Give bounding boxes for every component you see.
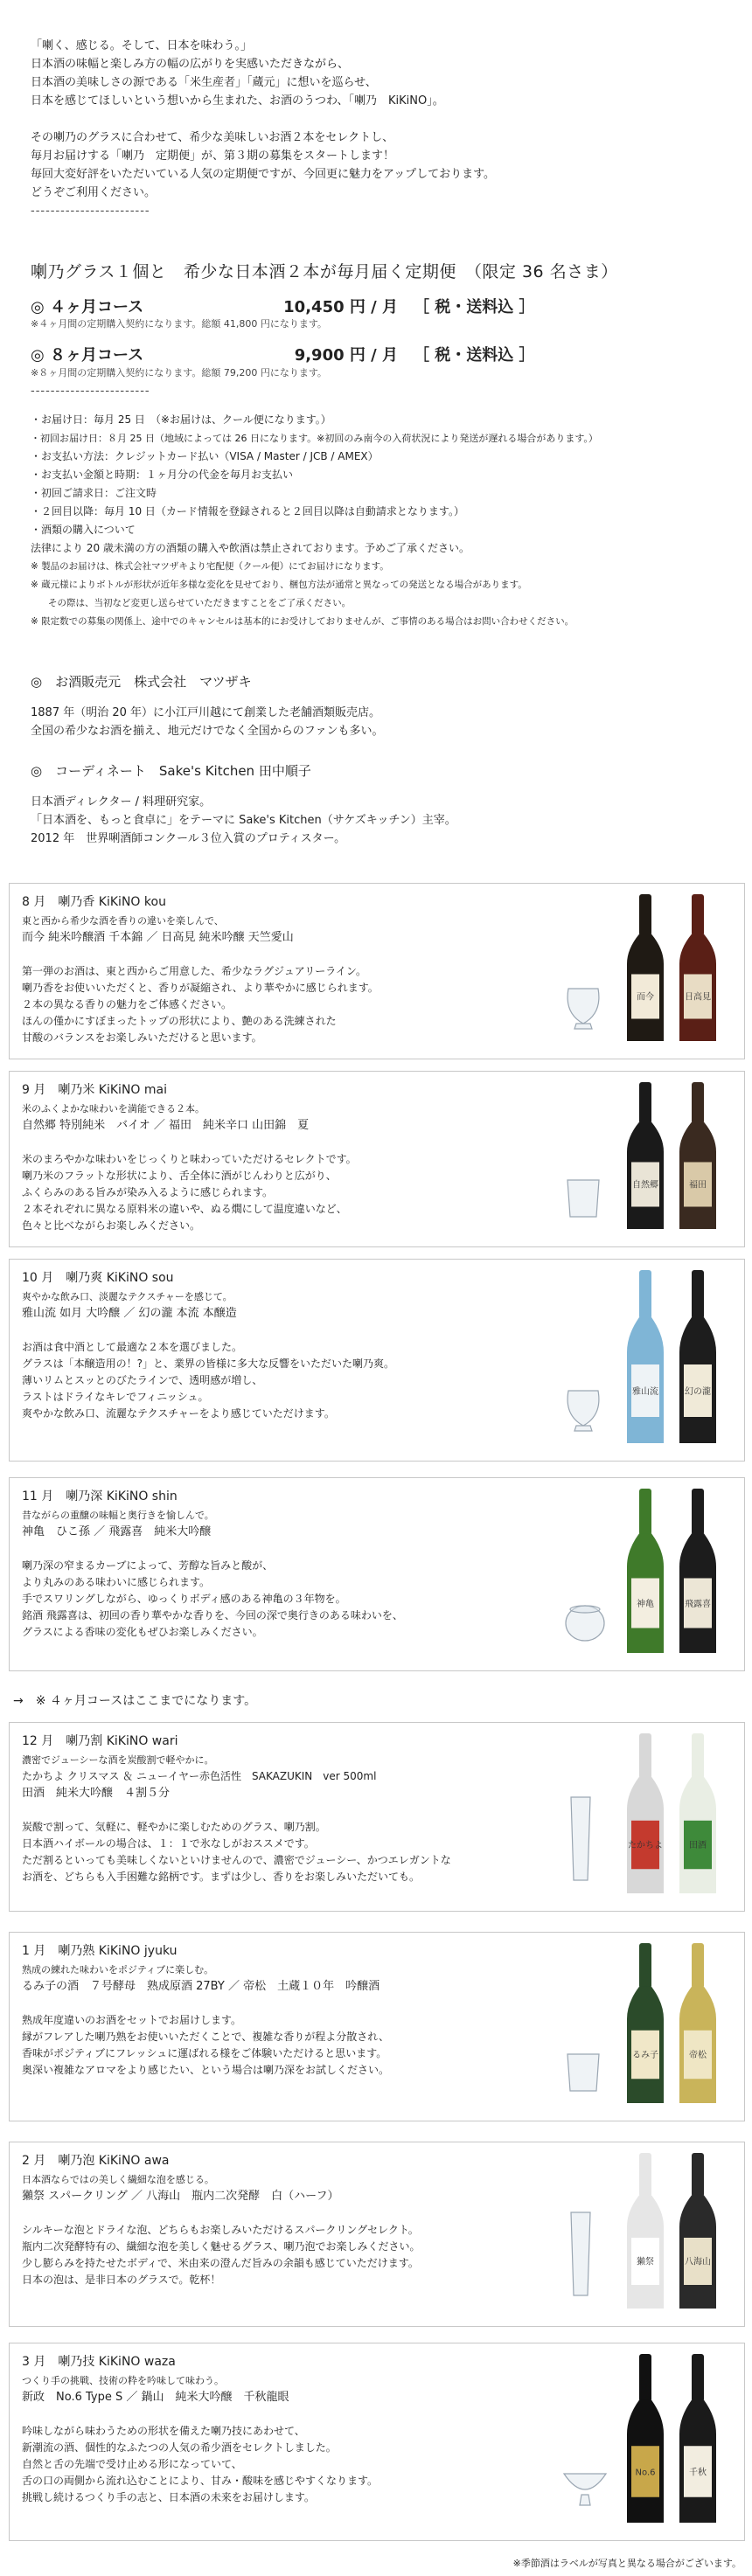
description-line: ラストはドライなキレでフィニッシュ。 xyxy=(22,1391,209,1403)
sake-bottle-icon xyxy=(627,894,664,1041)
description-line: 挑戦し続けるつくり手の志と、日本酒の未来をお届けします。 xyxy=(22,2491,315,2503)
sake-bottle-icon xyxy=(679,1270,716,1443)
month-subtitle: 日本酒ならではの美しく繊細な泡を感じる。 xyxy=(22,2174,214,2185)
month-card xyxy=(9,1071,745,1247)
description-line: 日本の泡は、是非日本のグラスで。乾杯！ xyxy=(22,2274,221,2286)
info-note: その際は、当初など変更し送らせていただきますことをご了承ください。 xyxy=(48,598,352,608)
course-tax: ［ 税・送料込 ］ xyxy=(414,298,535,316)
sake-bottle-icon xyxy=(627,1082,664,1229)
description-line: 熟成年度違いのお酒をセットでお届けします。 xyxy=(22,2014,242,2026)
product-photo xyxy=(557,1080,732,1238)
description-line: 薄いリムとスッとのびたラインで、透明感が増し、 xyxy=(22,1374,263,1386)
month-sake: るみ子の酒 ７号酵母 熟成原酒 27BY ／ 帝松 土蔵１０年 吟醸酒 xyxy=(22,1980,380,1993)
description-line: 縁がフレアした喇乃熟をお使いいただくことで、複雑な香りが程よ分散され、 xyxy=(22,2031,390,2043)
bottle-label: 雅山流 xyxy=(632,1387,658,1397)
month-subtitle: 東と西から希少な酒を香りの違いを楽しんで、 xyxy=(22,915,224,927)
month-description xyxy=(22,963,564,1046)
info-note: ※ 限定数での募集の関係上、途中でのキャンセルは基本的にお受けしておりませんが、ご事情のある場合はお問い合わせください。 xyxy=(31,616,574,627)
sake-bottle-icon xyxy=(627,2153,664,2309)
description-line: グラスは「本醸造用の！?」と、業界の皆様に多大な反響をいただいた喇乃爽。 xyxy=(22,1357,395,1370)
bottle-label: No.6 xyxy=(635,2468,656,2478)
intro-line: 毎回大変好評をいただいている人気の定期便ですが、今回更に魅力をアップしております。 xyxy=(31,168,496,181)
bottle-label: 帝松 xyxy=(689,2051,707,2061)
info-note: ※ 蔵元様によりボトルが形状が近年多様な変化を見せており、梱包方法が通常と異なっての発送となる場合があります。 xyxy=(31,580,527,590)
bottle-label: 而今 xyxy=(637,992,654,1003)
month-sake: 自然郷 特別純米 バイオ ／ 福田 純米辛口 山田錦 夏 xyxy=(22,1119,310,1132)
coordinator-info xyxy=(31,762,730,848)
description-line: 瓶内二次発酵特有の、繊細な泡を美しく魅せるグラス、喇乃泡でお楽しみください。 xyxy=(22,2240,421,2253)
description-line: グラスによる香味の変化もぜひお楽しみください。 xyxy=(22,1626,263,1638)
description-line: ２本の異なる香りの魅力をご体感ください。 xyxy=(22,998,233,1010)
coordinator-line: 日本酒ディレクター / 料理研究家。 xyxy=(31,795,212,809)
month-title: 11 月 喇乃深 KiKiNO shin xyxy=(22,1489,178,1503)
intro-text xyxy=(31,37,730,220)
month-description xyxy=(22,2012,564,2079)
glass-icon xyxy=(567,2054,599,2091)
description-line: より丸みのある味わいに感じられます。 xyxy=(22,1576,211,1588)
description-line: お酒は食中酒として最適な２本を選びました。 xyxy=(22,1341,243,1353)
month-card xyxy=(9,1932,745,2121)
intro-line: 日本を感じてほしいという想いから生まれた、お酒のうつわ、「喇乃 KiKiNO」。 xyxy=(31,94,444,108)
course-note: ※８ヶ月間の定期購入契約になります。総額 79,200 円になります。 xyxy=(31,367,327,378)
seller-line: 全国の希少なお酒を揃え、地元だけでなく全国からのファンも多い。 xyxy=(31,725,384,738)
intro-line: 「喇く、感じる。そして、日本を味わう。」 xyxy=(31,39,252,52)
course-name: ◎ ４ヶ月コース xyxy=(31,298,144,316)
bottle-label: 神亀 xyxy=(637,1599,654,1609)
order-info xyxy=(31,411,730,631)
description-line: 甘酸のバランスをお楽しみいただけると思います。 xyxy=(22,1031,262,1044)
product-photo xyxy=(557,2352,732,2531)
month-title: 9 月 喇乃米 KiKiNO mai xyxy=(22,1083,167,1097)
description-line: 自然と舌の先端で受け止める形になっていて、 xyxy=(22,2458,242,2470)
seller-heading: ◎ お酒販売元 株式会社 マツザキ xyxy=(31,674,252,690)
description-line: 少し膨らみを持たせたボディで、米由来の澄んだ旨みの余韻も感じていただけます。 xyxy=(22,2257,419,2269)
sake-bottle-icon xyxy=(679,894,716,1041)
month-card-text xyxy=(22,1270,564,1422)
description-line: ふくらみのある旨みが染み入るように感じられます。 xyxy=(22,1186,274,1198)
divider-rule: ------------------------ xyxy=(31,205,150,218)
seller-info xyxy=(31,673,730,740)
glass-icon xyxy=(567,1391,599,1431)
month-card xyxy=(9,2142,745,2327)
description-line: 米のまろやかな味わいをじっくりと味わっていただけるセレクトです。 xyxy=(22,1153,357,1165)
course-end-note: → ※ ４ヶ月コースはここまでになります。 xyxy=(13,1694,257,1708)
intro-line: 日本酒の美味しさの源である「米生産者」「蔵元」に想いを巡らせ、 xyxy=(31,76,377,89)
bottle-label: 千秋 xyxy=(689,2468,707,2478)
coordinator-line: 「日本酒を、もっと食卓に」をテーマに Sake's Kitchen（サケズキッチン）主宰。 xyxy=(31,814,456,827)
intro-line: 日本酒の味幅と楽しみ方の幅の広がりを実感いただきながら、 xyxy=(31,58,350,71)
main-title: 喇乃グラス１個と 希少な日本酒２本が毎月届く定期便 （限定 36 名さま） xyxy=(31,262,618,281)
description-line: 喇乃米のフラットな形状により、舌全体に酒がじんわりと広がり、 xyxy=(22,1170,337,1182)
description-line: 奥深い複雑なアロマをより感じたい、という場合は喇乃深をお試しください。 xyxy=(22,2064,390,2076)
course-price: 10,450 円 / 月 xyxy=(283,298,398,316)
coordinator-line: 2012 年 世界唎酒師コンクール３位入賞のプロティスター。 xyxy=(31,832,346,845)
month-card xyxy=(9,1477,745,1671)
bottle-label: 獺祭 xyxy=(637,2257,654,2267)
month-card xyxy=(9,883,745,1059)
glass-icon xyxy=(564,2474,606,2505)
month-card-text xyxy=(22,2153,564,2288)
description-line: シルキーな泡とドライな泡、どちらもお楽しみいただけるスパークリングセレクト。 xyxy=(22,2224,419,2236)
bottle-label: 日高見 xyxy=(685,992,711,1003)
month-card-text xyxy=(22,1943,564,2079)
month-subtitle: 昔ながらの重醸の味幅と奥行きを愉しんで。 xyxy=(22,1510,214,1521)
sake-bottle-icon xyxy=(679,1733,716,1893)
info-line: 法律により 20 歳未満の方の酒類の購入や飲酒は禁止されております。予めご了承ください。 xyxy=(31,542,470,554)
bottle-label: 飛露喜 xyxy=(685,1599,711,1609)
product-photo xyxy=(557,892,732,1050)
sake-bottle-icon xyxy=(627,1733,664,1893)
month-card xyxy=(9,2343,745,2541)
description-line: ２本それぞれに異なる原料米の違いや、ぬる燗にして温度違いなど、 xyxy=(22,1203,347,1215)
month-description xyxy=(22,2222,564,2288)
info-line: ・２回目以降：毎月 10 日（カード情報を登録されると２回目以降は自動請求となります。） xyxy=(31,505,464,517)
sake-bottle-icon xyxy=(627,1489,664,1653)
sake-bottle-icon xyxy=(679,2354,716,2523)
month-sake: 獺祭 スパークリング ／ 八海山 瓶内二次発酵 白（ハーフ） xyxy=(22,2190,339,2203)
course-price: 9,900 円 / 月 xyxy=(294,346,398,365)
month-card-text xyxy=(22,1082,564,1234)
month-description xyxy=(22,1151,564,1234)
month-sake: たかちよ クリスマス ＆ ニューイヤー赤色活性 SAKAZUKIN ver 500ml xyxy=(22,1770,377,1782)
description-line: 喇乃深の窄まるカーブによって、芳醇な旨みと酸が、 xyxy=(22,1559,274,1572)
month-sake: 新政 No.6 Type S ／ 鍋山 純米大吟醸 千秋龍眼 xyxy=(22,2391,289,2404)
description-line: 手でスワリングしながら、ゆっくりボディ感のある神亀の３年物を。 xyxy=(22,1593,346,1605)
sake-bottle-icon xyxy=(627,1943,664,2103)
info-line: ・お支払い方法：クレジットカード払い（VISA / Master / JCB / AMEX） xyxy=(31,450,379,462)
month-sake: 田酒 純米大吟醸 ４割５分 xyxy=(22,1787,171,1800)
month-subtitle: 米のふくよかな味わいを満能できる２本。 xyxy=(22,1103,205,1114)
glass-icon xyxy=(567,989,599,1029)
description-line: 香味がポジティブにフレッシュに運ばれる様をご体験いただけると思います。 xyxy=(22,2047,387,2059)
month-title: 2 月 喇乃泡 KiKiNO awa xyxy=(22,2154,170,2168)
description-line: お酒を、どちらも入手困難な銘柄です。まずは少し、香りをお楽しみいただいても。 xyxy=(22,1871,421,1883)
info-line: ・お届け日：毎月 25 日 （※お届けは、クール便になります。） xyxy=(31,413,331,426)
bottle-label: 幻の瀧 xyxy=(685,1387,711,1397)
month-card-text xyxy=(22,894,564,1046)
product-photo xyxy=(557,1487,732,1662)
month-description xyxy=(22,1558,564,1641)
month-sake: 而今 純米吟醸酒 千本錦 ／ 日高見 純米吟醸 天竺愛山 xyxy=(22,931,294,944)
product-photo xyxy=(557,1941,732,2112)
month-subtitle: 濃密でジューシーな酒を炭酸割で軽やかに。 xyxy=(22,1754,214,1766)
glass-icon xyxy=(566,1606,604,1641)
month-description xyxy=(22,2423,564,2506)
description-line: 色々と比べながらお楽しみください。 xyxy=(22,1219,201,1232)
month-card-text xyxy=(22,1733,564,1885)
bottle-label: 自然郷 xyxy=(632,1180,658,1191)
bottle-label: るみ子 xyxy=(632,2051,658,2061)
description-line: 爽やかな飲み口、流麗なテクスチャーをより感じていただけます。 xyxy=(22,1407,335,1420)
description-line: 新潮流の酒、個性的なふたつの人気の希少酒をセレクトしました。 xyxy=(22,2441,337,2454)
month-title: 12 月 喇乃割 KiKiNO wari xyxy=(22,1734,178,1748)
product-photo xyxy=(557,2151,732,2317)
info-line: ・初回お届け日：８月 25 日（地域によっては 26 日になります。※初回のみ南今の入荷状況により発送が遅れる場合があります。） xyxy=(31,433,598,444)
sake-bottle-icon xyxy=(627,1270,664,1443)
month-title: 3 月 喇乃技 KiKiNO waza xyxy=(22,2355,176,2369)
product-photo xyxy=(557,1268,732,1452)
sake-bottle-icon xyxy=(627,2354,664,2523)
month-subtitle: 熟成の練れた味わいをポジティブに楽しむ。 xyxy=(22,1964,214,1975)
sake-bottle-icon xyxy=(679,1943,716,2103)
seller-line: 1887 年（明治 20 年）に小江戸川越にて創業した老舗酒類販売店。 xyxy=(31,706,381,719)
description-line: 第一弾のお酒は、東と西からご用意した、希少なラグジュアリーライン。 xyxy=(22,965,366,977)
sake-bottle-icon xyxy=(679,2153,716,2309)
description-line: 銘酒 飛露喜は、初回の香り華やかな香りを、今回の深で奥行きのある味わいを、 xyxy=(22,1609,403,1621)
description-line: 炭酸で割って、気軽に、軽やかに楽しむためのグラス、喇乃割。 xyxy=(22,1821,326,1833)
month-sake: 雅山流 如月 大吟醸 ／ 幻の瀧 本流 本醸造 xyxy=(22,1307,237,1320)
footnote: ※季節酒はラベルが写真と異なる場合がございます。 xyxy=(512,2558,742,2569)
description-line: 日本酒ハイボールの場合は、１：１で氷なしがおススメです。 xyxy=(22,1837,315,1850)
month-sake: 神亀 ひこ孫 ／ 飛露喜 純米大吟醸 xyxy=(22,1525,212,1538)
month-description xyxy=(22,1339,564,1422)
description-line: ほんの僅かにすぼまったトップの形状により、艶のある洗練された xyxy=(22,1015,337,1027)
course-8month xyxy=(31,343,535,365)
bottle-label: たかちよ xyxy=(628,1841,663,1851)
glass-icon xyxy=(567,1180,599,1217)
month-card-text xyxy=(22,1489,564,1641)
month-card xyxy=(9,1722,745,1912)
month-description xyxy=(22,1819,564,1885)
description-line: ただ割るといっても美味しくないといけませんので、濃密でジューシー、かつエレガントな xyxy=(22,1854,451,1866)
glass-icon xyxy=(571,2212,590,2295)
month-title: 10 月 喇乃爽 KiKiNO sou xyxy=(22,1271,174,1285)
month-card xyxy=(9,1259,745,1462)
month-subtitle: つくり手の挑戦、技術の粋を吟味して味わう。 xyxy=(22,2375,224,2386)
month-subtitle: 爽やかな飲み口、淡麗なテクスチャーを感じて。 xyxy=(22,1291,233,1302)
course-name: ◎ ８ヶ月コース xyxy=(31,346,144,365)
sake-bottle-icon xyxy=(679,1082,716,1229)
month-card-text xyxy=(22,2354,564,2506)
sake-bottle-icon xyxy=(679,1489,716,1653)
intro-line: 毎月お届けする「喇乃 定期便」が、第３期の募集をスタートします！ xyxy=(31,149,395,163)
glass-icon xyxy=(571,1797,590,1880)
bottle-label: 田酒 xyxy=(689,1841,707,1851)
course-4month xyxy=(31,295,535,317)
month-title: 1 月 喇乃熟 KiKiNO jyuku xyxy=(22,1944,178,1958)
course-tax: ［ 税・送料込 ］ xyxy=(414,346,535,365)
product-photo xyxy=(557,1732,732,1902)
coordinator-heading: ◎ コーディネート Sake's Kitchen 田中順子 xyxy=(31,763,311,779)
info-line: ・お支払い金額と時期：１ヶ月分の代金を毎月お支払い xyxy=(31,469,294,481)
intro-line: その喇乃のグラスに合わせて、希少な美味しいお酒２本をセレクトし、 xyxy=(31,131,394,144)
info-note: ※ 製品のお届けは、株式会社マツザキより宅配便（クール便）にてお届けになります。 xyxy=(31,561,389,572)
month-title: 8 月 喇乃香 KiKiNO kou xyxy=(22,895,166,909)
course-note: ※４ヶ月間の定期購入契約になります。総額 41,800 円になります。 xyxy=(31,318,327,330)
divider-rule: ------------------------ xyxy=(31,385,150,398)
info-line: ・酒類の購入について xyxy=(31,524,136,536)
intro-line: どうぞご利用ください。 xyxy=(31,186,157,199)
description-line: 舌の口の両側から流れ込むことにより、甘み・酸味を感じやすくなります。 xyxy=(22,2475,379,2487)
bottle-label: 八海山 xyxy=(685,2257,711,2267)
info-line: ・初回ご請求日：ご注文時 xyxy=(31,487,157,499)
description-line: 吟味しながら味わうための形状を備えた喇乃技にあわせて、 xyxy=(22,2425,305,2437)
bottle-label: 福田 xyxy=(689,1180,707,1191)
description-line: 喇乃香をお使いいただくと、香りが凝縮され、より華やかに感じられます。 xyxy=(22,982,379,994)
